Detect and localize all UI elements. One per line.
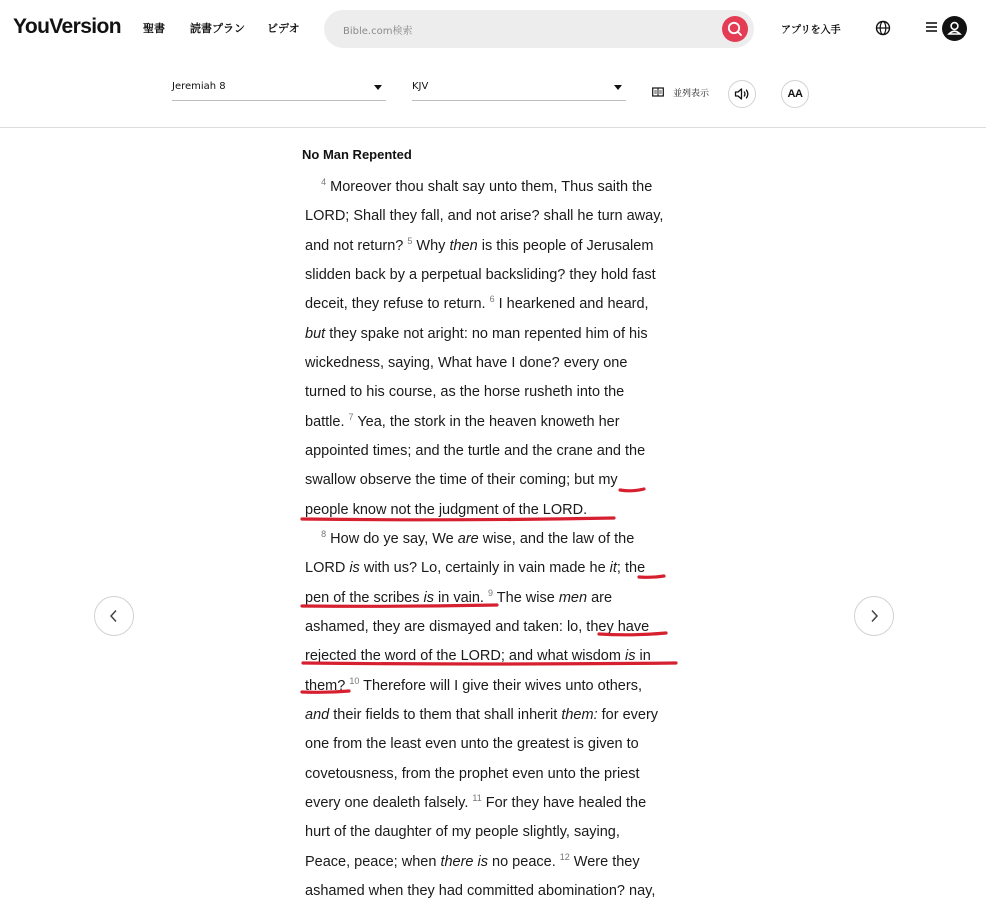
verse-number: 10: [349, 675, 360, 686]
passage-line: [305, 848, 689, 877]
passage-line: [305, 525, 689, 554]
passage-line: [305, 584, 689, 613]
chevron-down-icon: [374, 85, 382, 90]
get-app-link[interactable]: アプリを入手: [781, 25, 841, 36]
passage-line: [305, 202, 689, 231]
verse-text: For they have healed the: [481, 794, 647, 811]
verse-text: they spake not aright: no man repented him of his: [325, 325, 648, 342]
verse-text: Were they: [569, 853, 640, 870]
italic-word: is: [349, 560, 360, 577]
italic-word: them:: [561, 706, 598, 723]
youversion-logo[interactable]: YouVersion: [13, 15, 121, 38]
verse-text: is this people of Jerusalem: [477, 237, 654, 254]
verse-text: in: [635, 648, 651, 665]
chevron-right-icon: [868, 609, 880, 623]
verse-number: 11: [472, 792, 482, 803]
verse-number: 8: [321, 528, 327, 539]
verse-text: slidden back by a perpetual backsliding? they hold fast: [305, 266, 656, 283]
passage-line: [305, 378, 689, 407]
verse-text: rejected the word of the LORD; and what wisdom: [305, 648, 625, 665]
version-selector-value: KJV: [412, 81, 429, 92]
verse-text: I hearkened and heard,: [494, 296, 649, 313]
verse-text: ashamed, they are dismayed and taken: lo, they have: [305, 618, 650, 635]
passage-line: [305, 672, 689, 701]
italic-word: are: [457, 530, 479, 547]
verse-text: Moreover thou shalt say unto them, Thus saith the: [326, 179, 653, 195]
verse-text: their fields to them that shall inherit: [329, 706, 562, 723]
search-button[interactable]: [722, 16, 748, 42]
verse-text: hurt of the daughter of my people slightly, saying,: [305, 824, 620, 841]
verse-text: wise, and the law of the: [478, 530, 635, 547]
passage-line: [305, 818, 689, 847]
verse-number: 5: [407, 235, 413, 246]
user-icon: [942, 16, 967, 41]
reader-toolbar: [0, 58, 986, 128]
chapter-selector[interactable]: [172, 74, 386, 101]
passage-line: [305, 437, 689, 466]
verse-text: Therefore will I give their wives unto others,: [359, 677, 642, 694]
verse-number: 6: [489, 294, 495, 305]
passage-line: [305, 261, 689, 290]
italic-word: there is: [440, 853, 488, 870]
passage-line: [305, 466, 689, 495]
verse-text: Why: [412, 237, 450, 254]
italic-word: and: [305, 706, 330, 723]
verse-text: [305, 179, 321, 195]
globe-icon[interactable]: [873, 18, 893, 38]
next-chapter-button[interactable]: [854, 596, 894, 636]
italic-word: then: [449, 237, 478, 254]
verse-text: deceit, they refuse to return.: [305, 296, 490, 313]
verse-text: are: [587, 589, 613, 606]
nav-bible[interactable]: 聖書: [143, 22, 165, 35]
chevron-down-icon: [614, 85, 622, 90]
verse-text: [305, 531, 321, 547]
section-heading: No Man Repented: [302, 147, 412, 162]
passage-line: [305, 701, 689, 730]
verse-text: battle.: [305, 413, 349, 430]
italic-word: is: [423, 589, 434, 606]
passage-line: [305, 496, 689, 525]
verse-text: swallow observe the time of their coming; but my: [305, 472, 618, 489]
verse-text: wickedness, saying, What have I done? every one: [305, 354, 628, 371]
italic-word: is: [624, 648, 636, 665]
verse-text: them?: [305, 677, 350, 694]
verse-number: 4: [321, 177, 327, 187]
verse-number: 7: [348, 411, 354, 422]
verse-text: in vain.: [433, 589, 488, 606]
verse-text: pen of the scribes: [305, 589, 424, 606]
verse-text: How do ye say, We: [326, 530, 458, 547]
search-icon: [722, 16, 748, 42]
verse-text: The wise: [493, 589, 559, 606]
bible-passage: [305, 173, 689, 906]
passage-line: [305, 642, 689, 671]
verse-text: for every: [597, 706, 659, 723]
verse-text: LORD; Shall they fall, and not arise? shall he turn away,: [305, 208, 664, 225]
parallel-icon: [652, 87, 664, 97]
top-navigation-bar: [0, 0, 986, 58]
verse-text: every one dealeth falsely.: [305, 794, 473, 811]
audio-icon: [729, 81, 755, 107]
passage-line: [305, 730, 689, 759]
verse-text: Peace, peace; when: [305, 853, 441, 870]
passage-line: [305, 760, 689, 789]
verse-text: no peace.: [488, 853, 560, 870]
italic-word: but: [305, 325, 326, 342]
verse-text: ; the: [616, 560, 646, 577]
passage-line: [305, 554, 689, 583]
version-selector[interactable]: [412, 74, 626, 101]
passage-line: [305, 349, 689, 378]
verse-text: appointed times; and the turtle and the crane and the: [305, 442, 646, 459]
search-placeholder: Bible.com検索: [343, 26, 413, 37]
user-avatar-button[interactable]: [942, 16, 967, 41]
nav-reading-plans[interactable]: 読書プラン: [190, 22, 245, 35]
menu-icon[interactable]: [925, 20, 939, 34]
passage-line: [305, 290, 689, 319]
verse-text: Yea, the stork in the heaven knoweth her: [353, 413, 620, 430]
parallel-view-label: 並列表示: [673, 89, 710, 99]
audio-button[interactable]: [728, 80, 756, 108]
verse-text: people know not the judgment of the LORD.: [305, 501, 588, 518]
verse-text: and not return?: [305, 237, 408, 254]
verse-text: LORD: [305, 560, 350, 577]
verse-number: 9: [487, 587, 493, 598]
passage-line: [305, 232, 689, 261]
passage-line: [305, 613, 689, 642]
italic-word: men: [558, 589, 588, 606]
verse-text: ashamed when they had committed abomination? nay,: [305, 882, 656, 899]
verse-text: turned to his course, as the horse rusheth into the: [305, 384, 625, 401]
passage-line: [305, 320, 689, 349]
previous-chapter-button[interactable]: [94, 596, 134, 636]
search-bar[interactable]: [324, 10, 754, 48]
passage-line: [305, 408, 689, 437]
chapter-selector-value: Jeremiah 8: [172, 81, 226, 92]
nav-videos[interactable]: ビデオ: [267, 22, 300, 35]
chevron-left-icon: [108, 609, 120, 623]
verse-number: 12: [559, 851, 570, 862]
passage-line: [305, 789, 689, 818]
font-settings-button[interactable]: AA: [781, 80, 809, 108]
italic-word: it: [609, 560, 617, 577]
passage-line: [305, 173, 689, 202]
verse-text: covetousness, from the prophet even unto the priest: [305, 765, 640, 782]
verse-text: with us? Lo, certainly in vain made he: [359, 560, 610, 577]
verse-text: one from the least even unto the greatest is given to: [305, 736, 639, 753]
